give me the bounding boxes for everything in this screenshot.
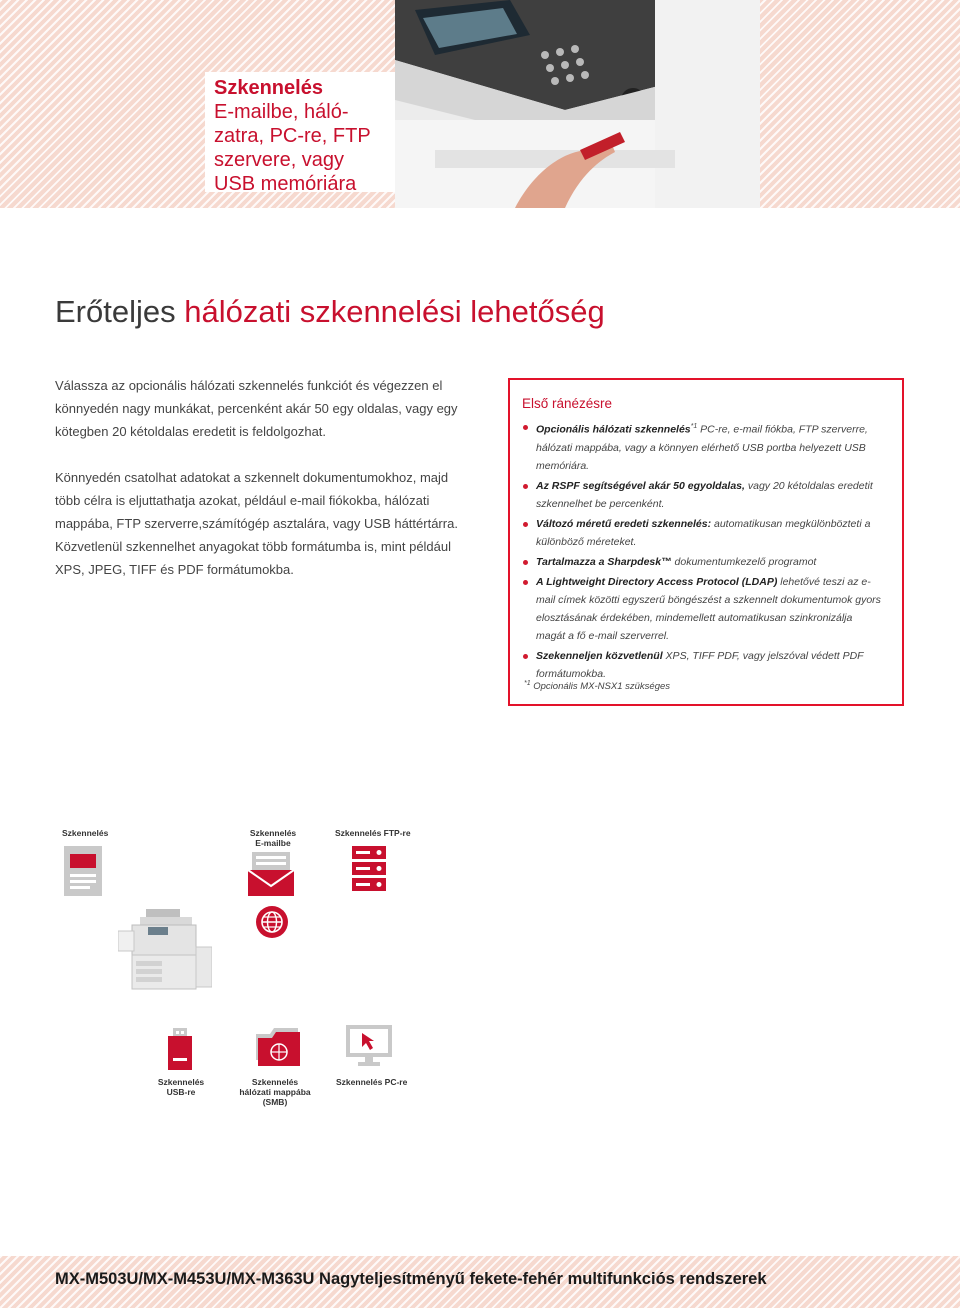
label-scan-smb — [232, 1077, 318, 1107]
label-line: (SMB) — [262, 1097, 288, 1107]
hero-line: szervere, vagy — [214, 149, 345, 171]
footnote — [524, 680, 670, 692]
feature-item — [522, 647, 882, 683]
feature-item — [522, 553, 882, 571]
product-photo — [395, 0, 760, 208]
feature-text: vagy 20 kétoldalas eredetit szkennelhet be percenként. — [536, 479, 873, 510]
feature-text: dokumentumkezelő programot — [671, 555, 817, 568]
hero-title-main: Szkennelés — [214, 77, 323, 99]
footnote-mark: *1 — [524, 680, 531, 687]
heading-part-1: Erőteljes — [55, 294, 176, 329]
intro-paragraph-1: Válassza az opcionális hálózati szkennelés funkciót és végezzen el könnyedén nagy munkákat, percenként akár 50 egy oldalas, vagy egy kötegben 20 kétoldalas eredetit is feldolgozhat. — [55, 378, 458, 439]
label-line: Szkennelés — [251, 1077, 299, 1087]
feature-text: XPS, TIFF PDF, vagy jelszóval védett PDF formátumokba. — [536, 649, 864, 680]
label-scan: Szkennelés — [62, 828, 109, 838]
feature-item — [522, 573, 882, 645]
at-a-glance-box — [508, 378, 904, 706]
label-line: hálózati mappába — [239, 1087, 311, 1097]
feature-bold: Opcionális hálózati szkennelés — [536, 423, 691, 436]
feature-bold: Változó méretű eredeti szkennelés: — [536, 517, 712, 530]
main-heading — [55, 292, 605, 332]
printer-icon — [118, 905, 212, 991]
feature-bold: Tartalmazza a Sharpdesk™ — [536, 555, 672, 568]
label-line: E-mailbe — [255, 838, 291, 848]
network-globe-icon — [255, 905, 289, 939]
feature-text: lehetővé teszi az e-mail címek közötti egyszerű böngészést a szkennelt dokumentumok gyors elosztásának érdekében, mindemellett automatikusan szinkronizálja magát a fő e-mail szerverrel. — [536, 575, 881, 642]
feature-item — [522, 515, 882, 551]
label-scan-pc: Szkennelés PC-re — [336, 1077, 408, 1087]
label-scan-usb — [156, 1077, 206, 1097]
label-line: USB-re — [166, 1087, 196, 1097]
intro-text — [55, 374, 465, 604]
label-scan-ftp: Szkennelés FTP-re — [335, 828, 411, 838]
label-line: Szkennelés — [249, 828, 297, 838]
hero-title — [214, 76, 371, 196]
hero-line: E-mailbe, háló- — [214, 101, 349, 123]
feature-text: automatikusan megkülönbözteti a különböző méreteket. — [536, 517, 871, 548]
feature-list — [522, 418, 882, 685]
feature-item — [522, 418, 882, 475]
feature-bold: A Lightweight Directory Access Protocol (LDAP) — [536, 575, 778, 588]
document-icon — [62, 846, 104, 896]
feature-bold: Szekenneljen közvetlenül — [536, 649, 663, 662]
monitor-icon — [346, 1025, 392, 1067]
usb-drive-icon — [168, 1028, 192, 1070]
heading-part-2: hálózati szkennelési lehetőség — [184, 294, 605, 329]
intro-paragraph-2: Könnyedén csatolhat adatokat a szkennelt dokumentumokhoz, majd több célra is eljuttathatja azokat, például e-mail fiókokba, hálózati mappába, FTP szerverre,számítógép asztalára, vagy USB háttértárra. Közvetlenül szkennelhet anyagokat több formátumba is, mint például XPS, JPEG, TIFF és PDF formátumokba. — [55, 470, 458, 577]
box-title: Első ránézésre — [522, 396, 613, 411]
folder-network-icon — [256, 1028, 300, 1070]
label-line: Szkennelés — [157, 1077, 205, 1087]
label-scan-email — [248, 828, 298, 848]
feature-item — [522, 477, 882, 513]
footnote-ref: *1 — [690, 423, 698, 430]
hero-line: USB memóriára — [214, 173, 357, 195]
footer-title: MX-M503U/MX-M453U/MX-M363U Nagyteljesítményű fekete-fehér multifunkciós rendszerek — [55, 1270, 767, 1288]
feature-bold: Az RSPF segítségével akár 50 egyoldalas, — [536, 479, 745, 492]
footnote-text: Opcionális MX-NSX1 szükséges — [530, 681, 671, 693]
feature-text: PC-re, e-mail fiókba, FTP szerverre, hálózati mappába, vagy a könnyen elérhető USB portba helyezett USB memóriára. — [536, 423, 868, 472]
server-icon — [352, 846, 386, 892]
email-icon — [248, 852, 294, 896]
hero-line: zatra, PC-re, FTP — [214, 125, 371, 147]
